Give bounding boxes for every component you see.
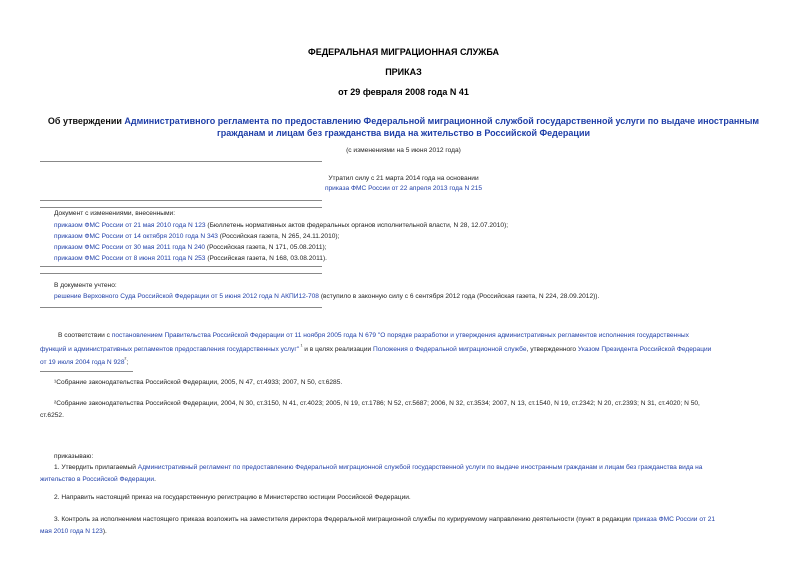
change-item: приказом ФМС России от 21 мая 2010 года N 123 (Бюллетень нормативных актов федеральных органов исполнительной власти, N 28, 12.07.2010); [54, 222, 509, 229]
divider [40, 200, 322, 201]
amendment-link[interactable]: приказа ФМС России от 21 [632, 516, 716, 523]
presidential-decree-link[interactable]: Указом Президента Российской Федерации [577, 345, 712, 353]
footnote-ref-1[interactable]: ¹ [299, 343, 303, 350]
status-link[interactable]: приказа ФМС России от 22 апреля 2013 года N 215 [324, 185, 483, 192]
considered-item: решение Верховного Суда Российской Федерации от 5 июня 2012 года N АКПИ12-708 (вступило в законную силу с 6 сентября 2012 года (Российская газета, N 224, 28.09.2012)). [54, 293, 600, 300]
considered-heading: В документе учтено: [54, 282, 117, 289]
government-decree-link-cont[interactable]: функций и административных регламентов предоставления государственных услуг" [40, 345, 300, 353]
change-item: приказом ФМС России от 30 мая 2011 года N 240 (Российская газета, N 171, 05.08.2011); [54, 244, 327, 251]
change-item: приказом ФМС России от 14 октября 2010 года N 343 (Российская газета, N 265, 24.11.2010); [54, 233, 340, 240]
change-link[interactable]: приказом ФМС России от 21 мая 2010 года N 123 [54, 222, 206, 229]
document-date: от 29 февраля 2008 года N 41 [338, 87, 469, 97]
footnote-ref-2[interactable]: ² [124, 357, 127, 364]
government-decree-link[interactable]: постановлением Правительства Российской Федерации от 11 ноября 2005 года N 679 "О порядке разработки и утверждения административных регламентов исполнения государственных [111, 332, 689, 339]
footnote-2: ²Собрание законодательства Российской Федерации, 2004, N 30, ст.3150, N 41, ст.4023; 2005, N 19, ст.1786; N 52, ст.5687; 2006, N 32, ст.3534; 2007, N 13, ст.1540, N 19, ст.2342; N 20, ст.2393; N 31, ст.4020; N 50, ст.6252. [40, 400, 700, 419]
agency-name: ФЕДЕРАЛЬНАЯ МИГРАЦИОННАЯ СЛУЖБА [308, 47, 499, 57]
court-decision-link[interactable]: решение Верховного Суда Российской Федерации от 5 июня 2012 года N АКПИ12-708 [54, 293, 319, 300]
order-item-1: 1. Утвердить прилагаемый Административный регламент по предоставлению Федеральной миграционной службой государственной услуги по выдаче иностранным гражданам и лицам без гражданства вида на жительство в Российской Федерации. [40, 464, 703, 483]
change-link[interactable]: приказом ФМС России от 8 июня 2011 года N 253 [54, 255, 206, 262]
order-item-3: 3. Контроль за исполнением настоящего приказа возложить на заместителя директора Федеральной миграционной службы по курируемому направлению деятельности (пункт в редакции приказа ФМС России от 21 мая 2010 года N 123). [40, 516, 716, 535]
footnote-divider [40, 371, 133, 372]
divider [40, 273, 322, 274]
divider [40, 307, 322, 308]
amendments-note: (с изменениями на 5 июня 2012 года) [346, 147, 461, 154]
title-prefix: Об утверждении [47, 116, 122, 126]
change-link[interactable]: приказом ФМС России от 30 мая 2011 года N 240 [54, 244, 206, 251]
amendment-link-cont[interactable]: мая 2010 года N 123 [40, 527, 103, 535]
preamble: В соответствии с постановлением Правительства Российской Федерации от 11 ноября 2005 года N 679 "О порядке разработки и утверждения административных регламентов исполнения государственных функций и административных регламентов предоставления государственных услуг" $^{^1}$ и в целях реализации Положения о Федеральной миграционной службе, утвержденного Указом Президента Российской Федерации от 19 июля 2004 года N $928^{^2}$; [40, 332, 712, 367]
document-title [40, 115, 767, 139]
order-item-2: 2. Направить настоящий приказ на государственную регистрацию в Министерство юстиции Российской Федерации. [54, 494, 411, 501]
change-link[interactable]: приказом ФМС России от 14 октября 2010 года N 343 [54, 233, 218, 240]
title-link[interactable]: Административного регламента по предоставлению Федеральной миграционной службой государственной услуги по выдаче иностранным [121, 116, 760, 126]
changes-heading: Документ с изменениями, внесенными: [54, 210, 176, 217]
fms-regulation-link[interactable]: Положения о Федеральной миграционной службе [373, 345, 527, 353]
document-type: ПРИКАЗ [385, 67, 422, 77]
regulation-link-cont[interactable]: жительство в Российской Федерации [40, 475, 155, 483]
change-item: приказом ФМС России от 8 июня 2011 года N 253 (Российская газета, N 168, 03.08.2011). [54, 255, 327, 262]
divider [40, 161, 322, 162]
status-text: Утратил силу с 21 марта 2014 года на основании [328, 175, 479, 182]
title-link-cont[interactable]: гражданам и лицам без гражданства вида на жительство в Российской Федерации [216, 128, 591, 138]
divider [40, 266, 322, 267]
order-intro: приказываю: [54, 453, 94, 460]
footnote-1: ¹Собрание законодательства Российской Федерации, 2005, N 47, ст.4933; 2007, N 50, ст.6285. [54, 379, 343, 386]
presidential-decree-link-cont[interactable]: от 19 июля 2004 года N 928 [40, 359, 125, 367]
regulation-link[interactable]: Административный регламент по предоставлению Федеральной миграционной службой государственной услуги по выдаче иностранным гражданам и лицам без гражданства вида на [137, 464, 703, 471]
